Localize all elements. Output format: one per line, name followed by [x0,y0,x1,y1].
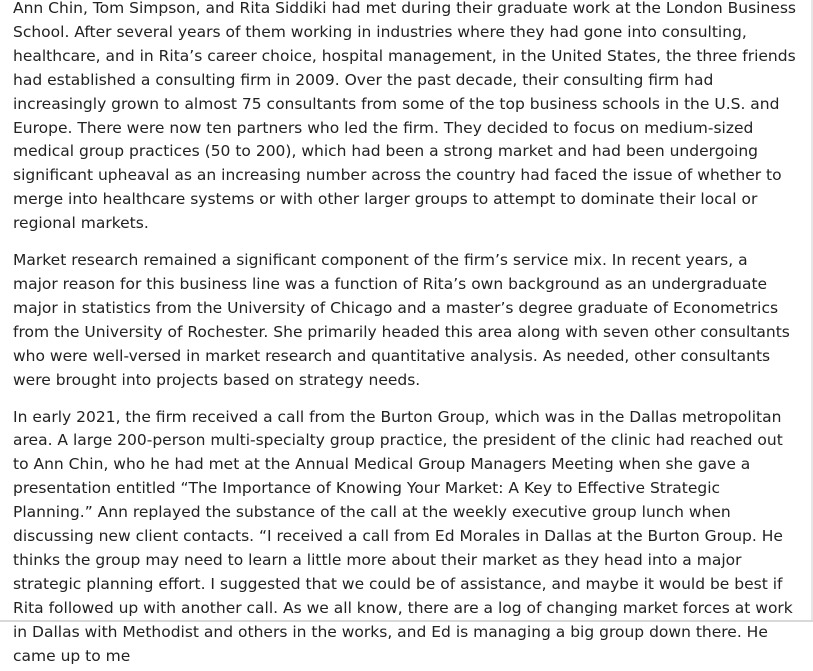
paragraph-2: Market research remained a significant component of the firm’s service mix. In recent years, a major reason for this business line was a function of Rita’s own background as an undergraduate major in statistics from the University of Chicago and a master’s degree graduate of Econometrics from the University of Rochester. She primarily headed this area along with seven other consultants who were well-versed in market research and quantitative analysis. As needed, other consultants were brought into projects based on strategy needs. [13,251,790,389]
paragraph-3: In early 2021, the firm received a call from the Burton Group, which was in the Dallas metropolitan area. A large 200-person multi-specialty group practice, the president of the clinic had reached out to Ann Chin, who he had met at the Annual Medical Group Managers Meeting when she gave a presentation entitled “The Importance of Knowing Your Market: A Key to Effective Strategic Planning.” Ann replayed the substance of the call at the weekly executive group lunch when discussing new client contacts. “I received a call from Ed Morales in Dallas at the Burton Group. He thinks the group may need to learn a little more about their market as they head into a major strategic planning effort. I suggested that we could be of assistance, and maybe it would be best if Rita followed up with another call. As we all know, there are a log of changing market forces at work in Dallas with Methodist and others in the works, and Ed is managing a big group down there. He came up to me [13,407,793,665]
paragraph-1: Ann Chin, Tom Simpson, and Rita Siddiki had met during their graduate work at the London Business School. After several years of them working in industries where they had gone into consulting, healthcare, and in Rita’s career choice, hospital management, in the United States, the three friends had established a consulting firm in 2009. Over the past decade, their consulting firm had increasingly grown to almost 75 consultants from some of the top business schools in the U.S. and Europe. There were now ten partners who led the firm. They decided to focus on medium-sized medical group practices (50 to 200), which had been a strong market and had been undergoing significant upheaval as an increasing number across the country had faced the issue of whether to merge into healthcare systems or with other larger groups to attempt to dominate their local or regional markets. [13,0,796,233]
page-bottom-divider [0,620,813,622]
